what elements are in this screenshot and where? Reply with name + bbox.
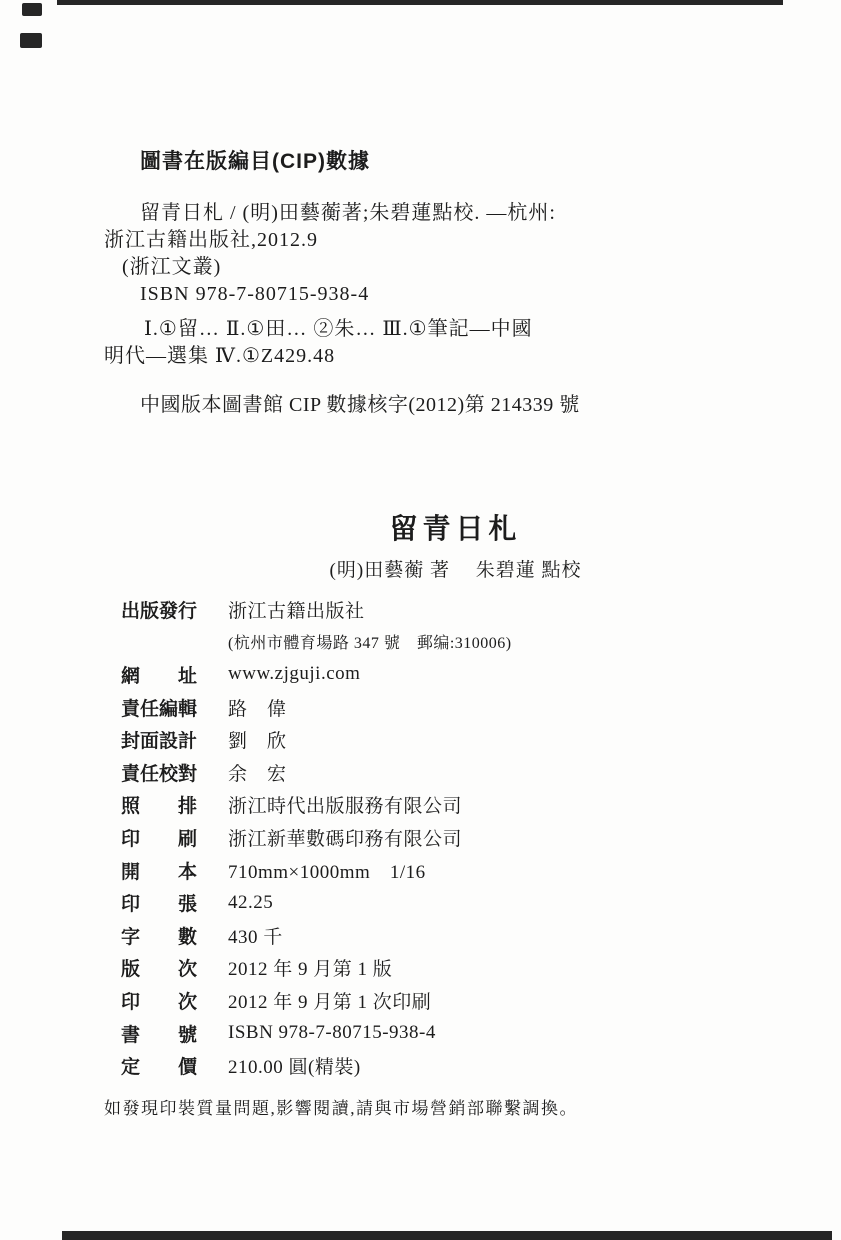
colophon-row-printing	[121, 821, 761, 854]
cip-record-number: 中國版本圖書館 CIP 數據核字(2012)第 214339 號	[140, 394, 580, 416]
colophon-row-word-count	[121, 919, 761, 952]
cip-classification-line-2: 明代—選集 Ⅳ.①Z429.48	[104, 345, 336, 367]
cip-isbn-line: ISBN 978-7-80715-938-4	[140, 283, 370, 305]
cip-description-line-1: 留青日札 / (明)田藝蘅著;朱碧蓮點校. —杭州:	[140, 202, 556, 224]
colophon-value: 2012 年 9 月第 1 版	[228, 959, 393, 981]
colophon-label: 封面設計	[121, 731, 198, 753]
colophon-value: 710mm×1000mm 1/16	[228, 861, 426, 883]
colophon-value: 劉 欣	[228, 731, 287, 753]
cip-series-line: (浙江文叢)	[122, 256, 222, 278]
colophon-table	[121, 593, 761, 1082]
publisher-address: (杭州市體育場路 347 號 郵编:310006)	[228, 635, 512, 653]
colophon-value: 430 千	[228, 926, 283, 948]
colophon-value: ISBN 978-7-80715-938-4	[228, 1022, 436, 1044]
colophon-label: 網 址	[121, 665, 198, 687]
scan-artifact-corner-mark-1	[22, 3, 42, 16]
colophon-label: 責任編輯	[121, 698, 198, 720]
colophon-value: 浙江時代出版服務有限公司	[228, 796, 463, 818]
cip-description-line-2: 浙江古籍出版社,2012.9	[104, 229, 318, 251]
scan-artifact-bottom-edge	[62, 1231, 832, 1240]
colophon-row-typesetting	[121, 789, 761, 822]
scan-artifact-corner-mark-2	[20, 33, 42, 48]
colophon-label: 定 價	[121, 1057, 198, 1079]
colophon-row-sheets	[121, 886, 761, 919]
colophon-label: 印 張	[121, 894, 198, 916]
colophon-row-website	[121, 658, 761, 691]
colophon-row-impression	[121, 984, 761, 1017]
colophon-row-format	[121, 854, 761, 887]
colophon-label: 書 號	[121, 1024, 198, 1046]
book-byline: (明)田藝蘅 著 朱碧蓮 點校	[329, 560, 582, 581]
colophon-label: 版 次	[121, 959, 198, 981]
cip-header: 圖書在版編目(CIP)數據	[140, 150, 370, 173]
colophon-row-price	[121, 1049, 761, 1082]
colophon-label: 照 排	[121, 796, 198, 818]
cip-classification	[104, 316, 724, 370]
colophon-value: www.zjguji.com	[228, 663, 361, 685]
colophon-value: 余 宏	[228, 763, 287, 785]
colophon-label: 責任校對	[121, 763, 198, 785]
colophon-value: 浙江新華數碼印務有限公司	[228, 828, 463, 850]
book-title: 留青日札	[389, 513, 522, 544]
colophon-label: 出版發行	[121, 600, 198, 622]
colophon-label: 印 刷	[121, 828, 198, 850]
colophon-value: 210.00 圓(精裝)	[228, 1057, 361, 1079]
colophon-row-proofreader	[121, 756, 761, 789]
colophon-row-publisher	[121, 593, 761, 626]
cip-classification-line-1: Ⅰ.①留… Ⅱ.①田… ②朱… Ⅲ.①筆記—中國	[144, 318, 533, 340]
scan-artifact-top-edge	[57, 0, 783, 5]
quality-note: 如發現印裝質量問題,影響閱讀,請與市場營銷部聯繫調換。	[104, 1099, 578, 1118]
colophon-value: 2012 年 9 月第 1 次印刷	[228, 991, 432, 1013]
title-block	[0, 512, 841, 584]
cip-description	[104, 200, 724, 308]
colophon-label: 印 次	[121, 991, 198, 1013]
colophon-value: 浙江古籍出版社	[228, 600, 365, 622]
colophon-value: 路 偉	[228, 698, 287, 720]
colophon-label: 開 本	[121, 861, 198, 883]
colophon-value: 42.25	[228, 891, 274, 913]
cip-block	[104, 148, 724, 419]
colophon-row-isbn	[121, 1017, 761, 1050]
colophon-label: 字 數	[121, 926, 198, 948]
colophon-row-edition	[121, 952, 761, 985]
colophon-row-cover-design	[121, 723, 761, 756]
colophon-row-publisher-address	[121, 626, 761, 659]
colophon-row-editor	[121, 691, 761, 724]
